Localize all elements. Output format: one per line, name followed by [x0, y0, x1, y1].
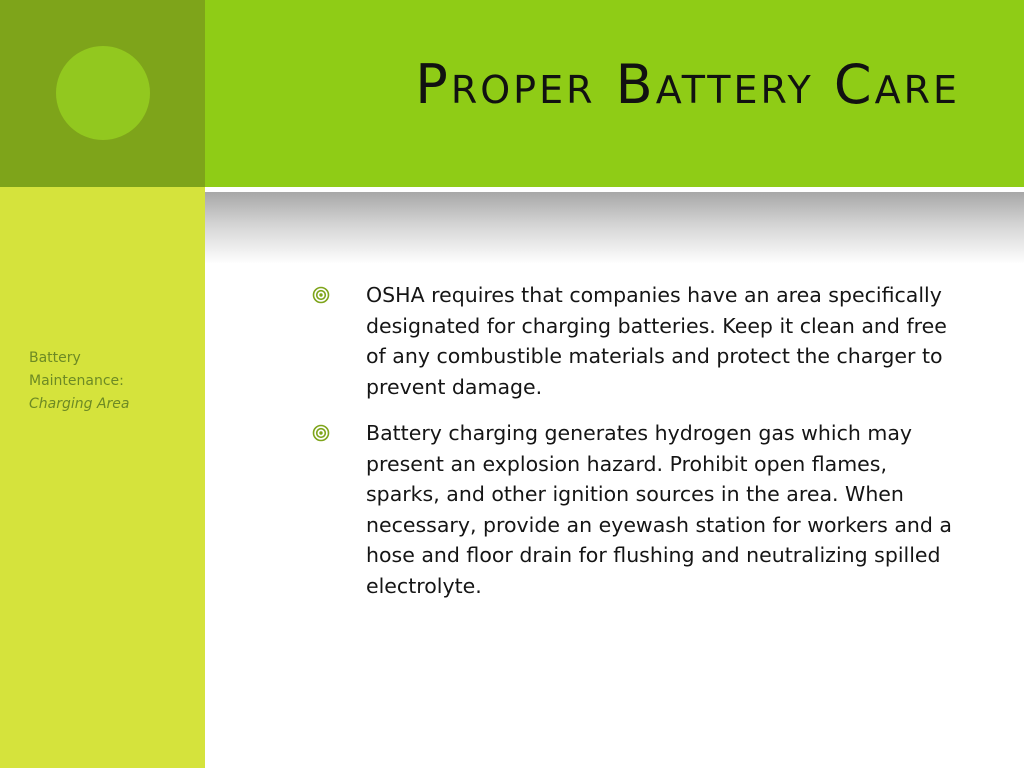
title-bar [205, 0, 1024, 187]
gradient-band [205, 192, 1024, 264]
sidebar-line-3: Charging Area [29, 396, 130, 412]
bullet-text: Battery charging generates hydrogen gas which may present an explosion hazard. Prohibit open flames, sparks, and other ignition sources in the area. When necessary, provide an eyewash station for workers and a hose and floor drain for flushing and neutralizing spilled electrolyte. [366, 421, 952, 598]
bullet-list [312, 280, 952, 617]
bullet-item-1 [312, 280, 952, 402]
sidebar-line-2: Maintenance: [29, 373, 124, 389]
sidebar [0, 187, 205, 768]
bullet-item-2 [312, 418, 952, 601]
sidebar-line-1: Battery [29, 350, 81, 366]
sidebar-label [29, 347, 130, 416]
slide-title: Proper Battery Care [415, 53, 960, 116]
decorative-circle-icon [56, 46, 150, 140]
bullet-text: OSHA requires that companies have an area specifically designated for charging batteries. Keep it clean and free of any combustible materials and protect the charger to prevent damage. [366, 283, 947, 399]
target-bullet-icon [312, 286, 330, 304]
corner-block [0, 0, 205, 187]
target-bullet-icon [312, 424, 330, 442]
